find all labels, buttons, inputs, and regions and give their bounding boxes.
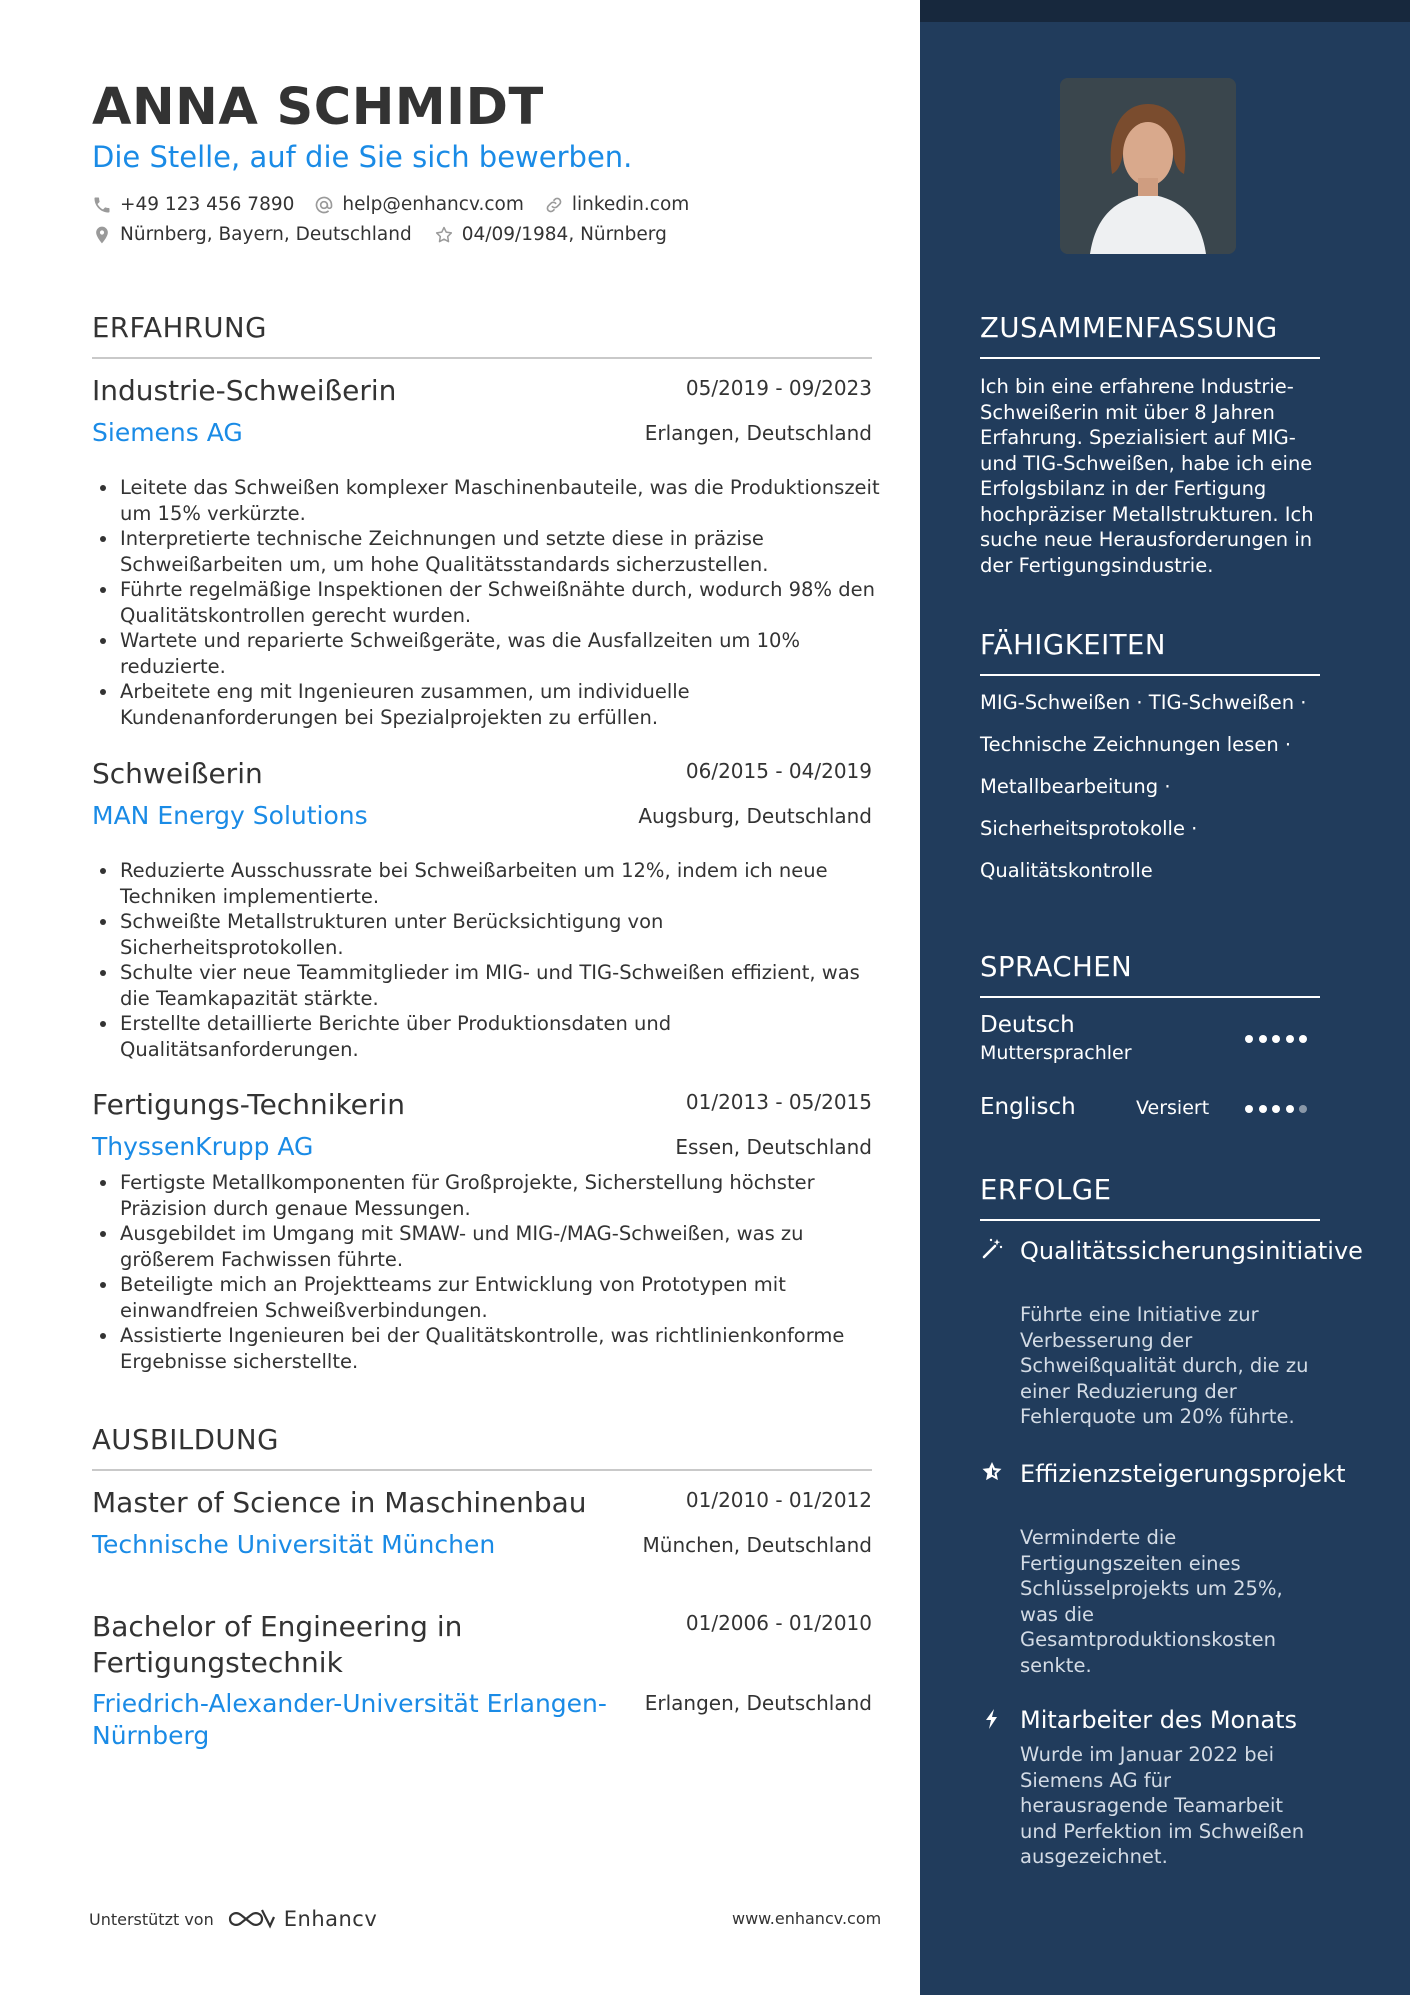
bullet-item: Fertigste Metallkomponenten für Großprojekte, Sicherstellung höchster Präzision durch genaue Messungen. xyxy=(92,1170,882,1221)
birth-text: 04/09/1984, Nürnberg xyxy=(461,224,667,245)
language-rating xyxy=(1245,1105,1313,1113)
summary-text: Ich bin eine erfahrene Industrie-Schweißerin mit über 8 Jahren Erfahrung. Spezialisiert auf MIG- und TIG-Schweißen, habe ich eine Erfolgsbilanz in der Fertigung hochpräziser Metallstrukturen. Ich suche neue Herausforderungen in der Fertigungsindustrie. xyxy=(980,375,1314,577)
company-name[interactable]: Siemens AG xyxy=(92,418,243,447)
at-icon xyxy=(314,195,334,215)
contact-email[interactable] xyxy=(314,194,523,215)
rating-dot-filled xyxy=(1259,1035,1267,1043)
school-name[interactable]: Friedrich-Alexander-Universität Erlangen-Nürnberg xyxy=(92,1689,607,1750)
rating-dot-filled xyxy=(1272,1035,1280,1043)
education-date: 01/2010 - 01/2012 xyxy=(685,1488,872,1512)
rating-dot-filled xyxy=(1245,1105,1253,1113)
bullet-item: Beteiligte mich an Projektteams zur Entwicklung von Prototypen mit einwandfreien Schweißverbindungen. xyxy=(92,1272,882,1323)
job-date: 01/2013 - 05/2015 xyxy=(685,1090,872,1114)
star-outline-icon xyxy=(434,225,454,245)
experience-heading: ERFAHRUNG xyxy=(92,312,267,344)
skill-line: Sicherheitsprotokolle · xyxy=(980,817,1198,840)
rating-dot-filled xyxy=(1272,1105,1280,1113)
contact-birth xyxy=(434,224,667,245)
education-heading: AUSBILDUNG xyxy=(92,1424,279,1456)
languages-heading: SPRACHEN xyxy=(980,951,1133,983)
achievements-heading: ERFOLGE xyxy=(980,1174,1112,1206)
bullet-item: Arbeitete eng mit Ingenieuren zusammen, um individuelle Kundenanforderungen bei Spezialprojekten zu erfüllen. xyxy=(92,679,882,730)
bullet-item: Schulte vier neue Teammitglieder im MIG- und TIG-Schweißen effizient, was die Teamkapazität stärkte. xyxy=(92,960,882,1011)
bullet-item: Reduzierte Ausschussrate bei Schweißarbeiten um 12%, indem ich neue Techniken implementierte. xyxy=(92,858,882,909)
achievement-text: Wurde im Januar 2022 bei Siemens AG für herausragende Teamarbeit und Perfektion im Schweißen ausgezeichnet. xyxy=(1020,1743,1305,1868)
location-pin-icon xyxy=(92,225,112,245)
job-date: 05/2019 - 09/2023 xyxy=(685,376,872,400)
candidate-title: Die Stelle, auf die Sie sich bewerben. xyxy=(92,140,633,174)
achievement-title: Effizienzsteigerungsprojekt xyxy=(1020,1460,1346,1488)
rating-dot-filled xyxy=(1259,1105,1267,1113)
education-location: Erlangen, Deutschland xyxy=(644,1691,872,1715)
job-bullets xyxy=(92,858,882,1062)
bullet-item: Ausgebildet im Umgang mit SMAW- und MIG-/MAG-Schweißen, was zu größerem Fachwissen führte. xyxy=(92,1221,882,1272)
skill-line: Technische Zeichnungen lesen · xyxy=(980,733,1292,756)
linkedin-text: linkedin.com xyxy=(571,194,690,215)
skill-line: MIG-Schweißen · TIG-Schweißen · xyxy=(980,691,1307,714)
star-icon xyxy=(980,1460,1004,1484)
education-date: 01/2006 - 01/2010 xyxy=(685,1611,872,1635)
footer-url[interactable]: www.enhancv.com xyxy=(732,1909,882,1928)
location-text: Nürnberg, Bayern, Deutschland xyxy=(120,224,412,245)
job-bullets xyxy=(92,475,882,730)
link-icon xyxy=(544,195,564,215)
bullet-item: Wartete und reparierte Schweißgeräte, was die Ausfallzeiten um 10% reduzierte. xyxy=(92,628,882,679)
rating-dot-empty xyxy=(1299,1105,1307,1113)
job-bullets xyxy=(92,1170,882,1374)
candidate-name: ANNA SCHMIDT xyxy=(92,78,544,137)
phone-icon xyxy=(92,195,112,215)
summary-divider xyxy=(980,357,1320,359)
experience-divider xyxy=(92,357,872,359)
contact-row-2 xyxy=(92,224,687,245)
email-text: help@enhancv.com xyxy=(342,194,524,215)
education-divider xyxy=(92,1469,872,1471)
language-level: Versiert xyxy=(1136,1097,1210,1119)
company-name[interactable]: ThyssenKrupp AG xyxy=(92,1132,314,1161)
language-level: Muttersprachler xyxy=(980,1042,1132,1064)
skills-heading: FÄHIGKEITEN xyxy=(980,629,1166,661)
bullet-item: Leitete das Schweißen komplexer Maschinenbauteile, was die Produktionszeit um 15% verkürzte. xyxy=(92,475,882,526)
skill-line: Qualitätskontrolle xyxy=(980,859,1153,882)
language-rating xyxy=(1245,1035,1313,1043)
achievement-text: Führte eine Initiative zur Verbesserung der Schweißqualität durch, die zu einer Reduzierung der Fehlerquote um 20% führte. xyxy=(1020,1303,1309,1428)
bullet-item: Führte regelmäßige Inspektionen der Schweißnähte durch, wodurch 98% den Qualitätskontrollen gerecht wurden. xyxy=(92,577,882,628)
sidebar-top-bar xyxy=(920,0,1410,22)
rating-dot-filled xyxy=(1299,1035,1307,1043)
achievement-text: Verminderte die Fertigungszeiten eines Schlüsselprojekts um 25%, was die Gesamtproduktionskosten senkte. xyxy=(1020,1526,1283,1677)
job-title: Fertigungs-Technikerin xyxy=(92,1088,405,1121)
enhancv-logo-icon xyxy=(226,1906,276,1932)
language-name: Deutsch xyxy=(980,1012,1075,1038)
rating-dot-filled xyxy=(1286,1105,1294,1113)
rating-dot-filled xyxy=(1286,1035,1294,1043)
lightning-bolt-icon xyxy=(980,1707,1004,1731)
company-name[interactable]: MAN Energy Solutions xyxy=(92,801,368,830)
degree-title: Master of Science in Maschinenbau xyxy=(92,1486,587,1519)
achievement-title: Qualitätssicherungsinitiative xyxy=(1020,1237,1363,1265)
languages-divider xyxy=(980,996,1320,998)
magic-wand-icon xyxy=(980,1237,1004,1261)
contact-location xyxy=(92,224,412,245)
school-name[interactable]: Technische Universität München xyxy=(92,1530,496,1559)
enhancv-brand: Enhancv xyxy=(283,1907,378,1931)
job-title: Schweißerin xyxy=(92,757,263,790)
job-location: Essen, Deutschland xyxy=(675,1135,872,1159)
bullet-item: Interpretierte technische Zeichnungen und setzte diese in präzise Schweißarbeiten um, um hohe Qualitätsstandards sicherzustellen. xyxy=(92,526,882,577)
bullet-item: Erstellte detaillierte Berichte über Produktionsdaten und Qualitätsanforderungen. xyxy=(92,1011,882,1062)
bullet-item: Assistierte Ingenieuren bei der Qualitätskontrolle, was richtlinienkonforme Ergebnisse sicherstellte. xyxy=(92,1323,882,1374)
skill-line: Metallbearbeitung · xyxy=(980,775,1171,798)
achievement-title: Mitarbeiter des Monats xyxy=(1020,1706,1298,1734)
contact-row-1 xyxy=(92,194,709,215)
powered-by-text: Unterstützt von xyxy=(89,1909,214,1929)
bullet-item: Schweißte Metallstrukturen unter Berücksichtigung von Sicherheitsprotokollen. xyxy=(92,909,882,960)
phone-text: +49 123 456 7890 xyxy=(120,194,295,215)
contact-linkedin[interactable] xyxy=(544,194,689,215)
footer-powered-by xyxy=(89,1906,377,1932)
job-location: Augsburg, Deutschland xyxy=(638,804,872,828)
rating-dot-filled xyxy=(1245,1035,1253,1043)
education-location: München, Deutschland xyxy=(642,1533,872,1557)
job-date: 06/2015 - 04/2019 xyxy=(685,759,872,783)
contact-phone[interactable] xyxy=(92,194,294,215)
job-location: Erlangen, Deutschland xyxy=(644,421,872,445)
summary-heading: ZUSAMMENFASSUNG xyxy=(980,312,1278,344)
profile-photo xyxy=(1060,78,1236,254)
language-name: Englisch xyxy=(980,1094,1076,1120)
degree-title: Bachelor of Engineering in Fertigungstechnik xyxy=(92,1610,463,1679)
achievements-divider xyxy=(980,1219,1320,1221)
job-title: Industrie-Schweißerin xyxy=(92,374,397,407)
skills-divider xyxy=(980,674,1320,676)
